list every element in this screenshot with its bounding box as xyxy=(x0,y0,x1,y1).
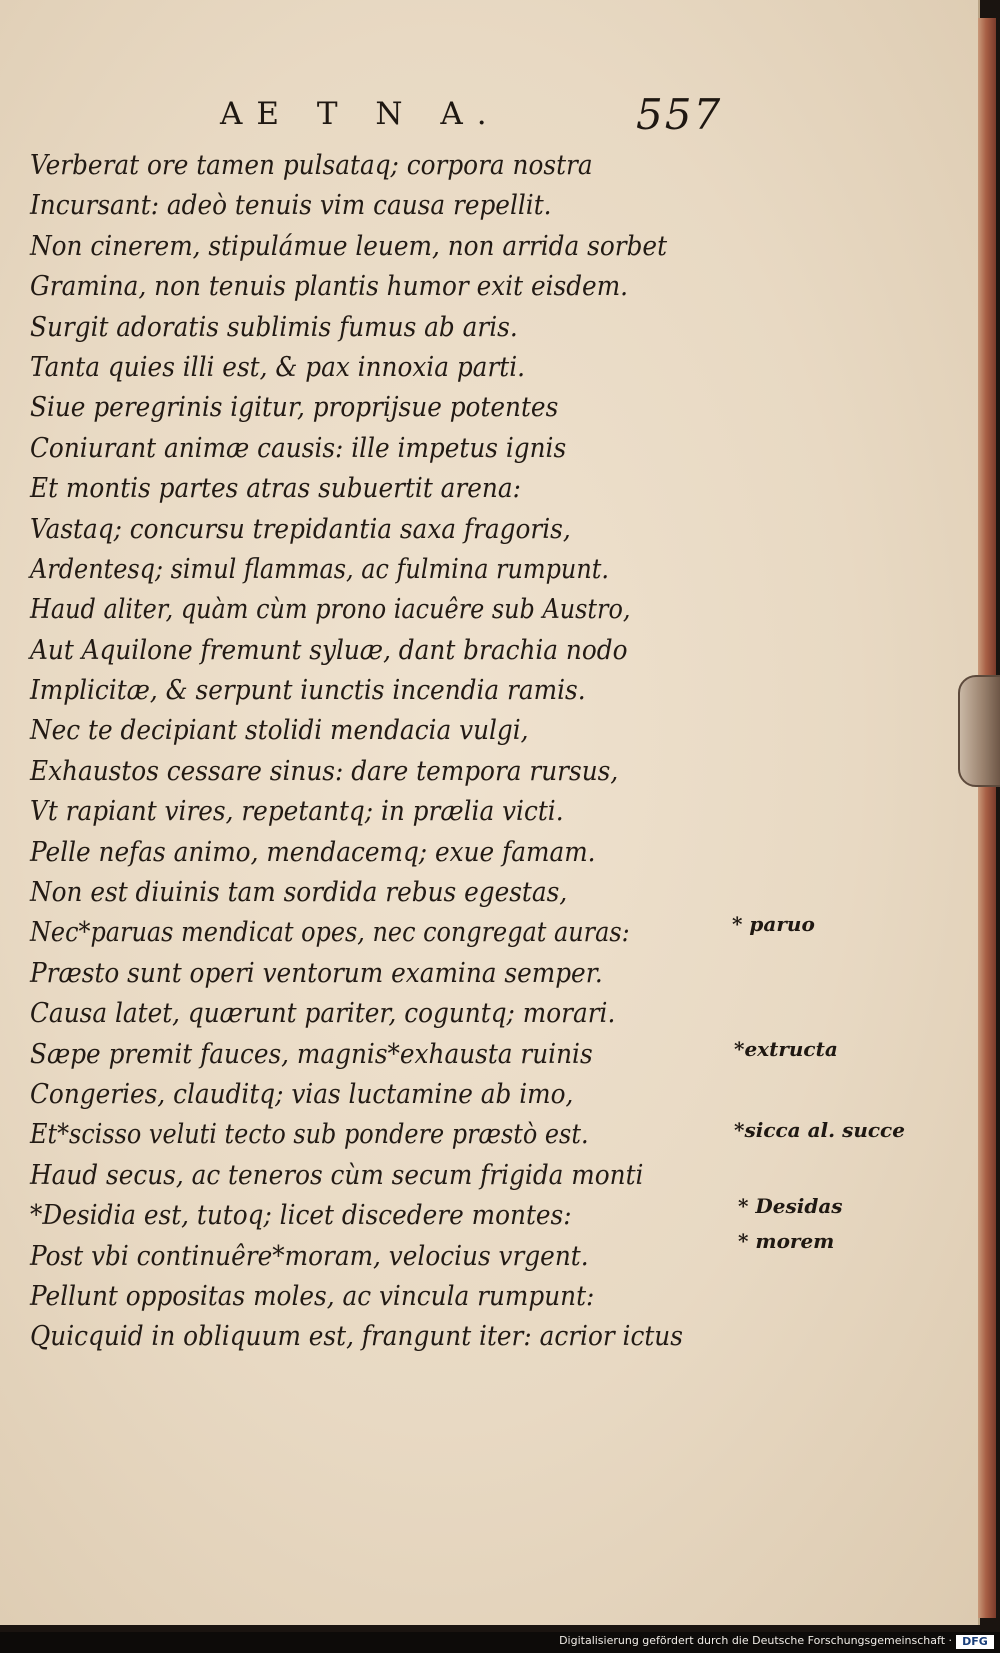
verse-line: Gramina, non tenuis plantis humor exit eisdem. xyxy=(30,270,629,303)
verse-line: Ardentesq; simul flammas, ac fulmina rumpunt. xyxy=(30,552,609,585)
verse-line: Pelle nefas animo, mendacemq; exue famam. xyxy=(30,835,596,868)
margin-note: *extructa xyxy=(734,1037,838,1061)
verse-line: Tanta quies illi est, & pax innoxia parti. xyxy=(30,350,525,383)
verse-line: Surgit adoratis sublimis fumus ab aris. xyxy=(30,310,518,343)
verse-line: Verberat ore tamen pulsataq; corpora nostra xyxy=(30,149,593,181)
verse-line: Nec*paruas mendicat opes, nec congregat auras: xyxy=(30,916,630,949)
verse-line: Congeries, clauditq; vias luctamine ab imo, xyxy=(30,1077,574,1110)
margin-note: * paruo xyxy=(732,912,815,936)
verse-line: Et*scisso veluti tecto sub pondere præstò est. xyxy=(30,1118,589,1151)
verse-line: Nec te decipiant stolidi mendacia vulgi, xyxy=(30,714,529,747)
verse-line: Siue peregrinis igitur, proprijsue potentes xyxy=(30,391,559,424)
book-clasp xyxy=(958,675,1000,787)
verse-line: Exhaustos cessare sinus: dare tempora rursus, xyxy=(30,754,619,787)
verse-line: Coniurant animæ causis: ille impetus ignis xyxy=(30,431,567,464)
verse-line: Vastaq; concursu trepidantia saxa fragoris, xyxy=(30,512,571,545)
verse-line: Implicitæ, & serpunt iunctis incendia ramis. xyxy=(30,674,586,707)
verse-line: Non cinerem, stipulámue leuem, non arrida sorbet xyxy=(30,229,668,262)
verse-line: Post vbi continuêre*moram, velocius vrgent. xyxy=(30,1239,589,1272)
verse-line: *Desidia est, tutoq; licet discedere montes: xyxy=(30,1199,572,1232)
page-fore-edge xyxy=(978,18,996,1618)
verse-line: Causa latet, quærunt pariter, coguntq; morari. xyxy=(30,997,616,1030)
verse-line: Haud secus, ac teneros cùm secum frigida monti xyxy=(30,1158,644,1191)
verse-line: Incursant: adeò tenuis vim causa repellit. xyxy=(30,189,552,222)
verse-line: Vt rapiant vires, repetantq; in prælia victi. xyxy=(30,795,564,828)
running-head: AE T N A. xyxy=(220,96,501,132)
verse-line: Et montis partes atras subuertit arena: xyxy=(30,472,521,505)
verse-line: Aut Aquilone fremunt syluæ, dant brachia nodo xyxy=(30,633,628,666)
verse-line: Quicquid in obliquum est, frangunt iter: acrior ictus xyxy=(30,1320,683,1353)
margin-note: * morem xyxy=(738,1229,835,1253)
verse-line: Pellunt oppositas moles, ac vincula rumpunt: xyxy=(30,1279,595,1312)
funding-credit: Digitalisierung gefördert durch die Deutsche Forschungsgemeinschaft · xyxy=(559,1634,952,1647)
verse-line: Sæpe premit fauces, magnis*exhausta ruinis xyxy=(30,1037,593,1070)
verse-line: Præsto sunt operi ventorum examina semper. xyxy=(30,956,603,989)
margin-note: *sicca al. succe xyxy=(734,1118,905,1142)
verse-line: Haud aliter, quàm cùm prono iacuêre sub Austro, xyxy=(30,593,631,626)
margin-note: * Desidas xyxy=(738,1194,843,1218)
verse-line: Non est diuinis tam sordida rebus egestas, xyxy=(30,876,568,909)
page-number: 557 xyxy=(636,90,723,139)
verse-text xyxy=(30,145,750,1357)
dfg-logo: DFG xyxy=(956,1635,994,1649)
